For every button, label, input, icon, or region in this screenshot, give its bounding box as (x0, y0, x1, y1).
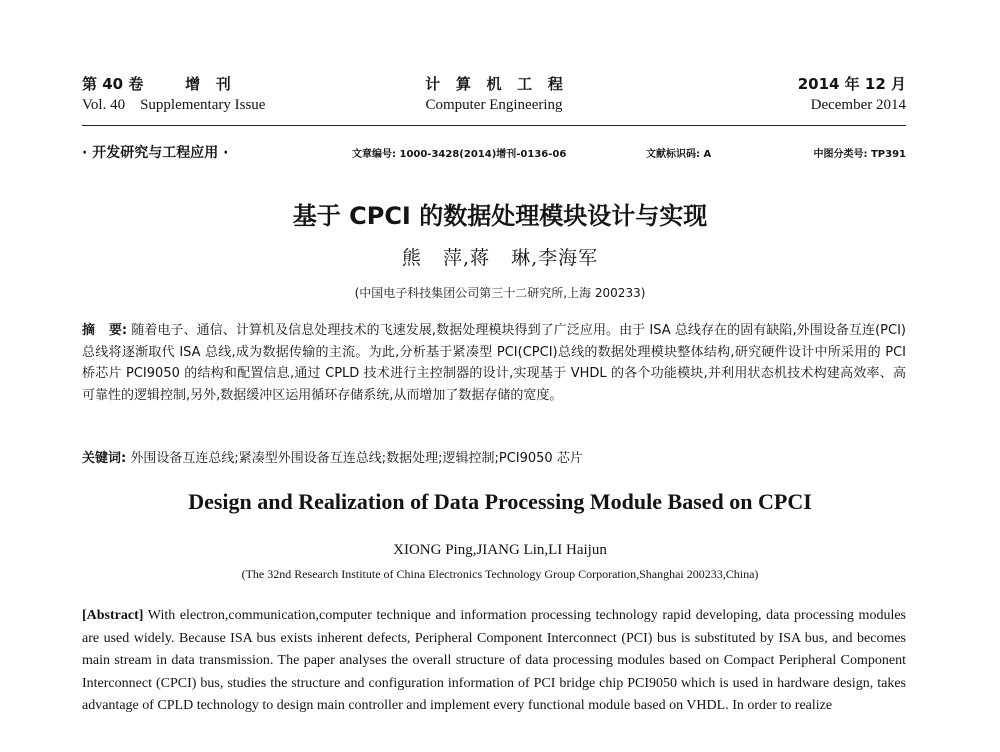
affiliation-chinese: (中国电子科技集团公司第三十二研究所,上海 200233) (354, 286, 646, 300)
header-volume-cn: 第 40 卷 增 刊 (82, 75, 231, 93)
title-chinese: 基于 CPCI 的数据处理模块设计与实现 (292, 202, 708, 230)
classification-number: 中图分类号: TP391 (813, 149, 906, 160)
header-rule (82, 125, 906, 126)
header-volume-en: Vol. 40 Supplementary Issue (82, 97, 266, 113)
header-date-en: December 2014 (810, 97, 906, 113)
keywords-cn-label: 关键词: (82, 451, 127, 466)
header-journal-en: Computer Engineering (425, 97, 563, 113)
article-meta (82, 142, 906, 162)
abstract-chinese (82, 320, 906, 406)
header-date (798, 74, 906, 116)
abstract-cn-text: 随着电子、通信、计算机及信息处理技术的飞速发展,数据处理模块得到了广泛应用。由于 ISA 总线存在的固有缺陷,外围设备互连(PCI)总线将逐渐取代 ISA 总线,成为数据传输的主流。为此,分析基于紧凑型 PCI(CPCI)总线的数据处理模块整体结构,研究硬件设计中所采用的 PCI 桥芯片 PCI9050 的结构和配置信息,通过 CPLD 技术进行主控制器的设计,实现基于 VHDL 的各个功能模块,并利用状态机技术构建高效率、高可靠性的逻辑控制,另外,数据缓冲区运用循环存储系统,从而增加了数据存储的宽度。 (82, 323, 906, 403)
authors-english: XIONG Ping,JIANG Lin,LI Haijun (393, 542, 607, 558)
affiliation-english: (The 32nd Research Institute of China Electronics Technology Group Corporation,Shanghai 200233,China) (241, 567, 759, 581)
keywords-cn-text: 外围设备互连总线;紧凑型外围设备互连总线;数据处理;逻辑控制;PCI9050 芯片 (130, 451, 583, 466)
header-journal-cn: 计 算 机 工 程 (425, 75, 563, 93)
header-date-cn: 2014 年 12 月 (797, 75, 906, 93)
authors-chinese: 熊 萍,蒋 琳,李海军 (401, 247, 599, 269)
abstract-cn-label: 摘 要: (82, 323, 128, 338)
article-id: 文章编号: 1000-3428(2014)增刊-0136-06 (352, 149, 567, 160)
abstract-en-label: [Abstract] (82, 608, 144, 623)
column-tag: · 开发研究与工程应用 · (82, 145, 229, 161)
abstract-english (82, 605, 906, 718)
title-english: Design and Realization of Data Processing Module Based on CPCI (188, 489, 812, 514)
document-code: 文献标识码: A (646, 149, 712, 160)
keywords-chinese (82, 448, 906, 469)
header-journal (82, 74, 906, 116)
abstract-en-text: With electron,communication,computer technique and information processing technology rapid developing, data processing modules are used widely. Because ISA bus exists inherent defects, Peripheral Component Interconnect (PCI) bus is substituted by ISA bus, and becomes main stream in data transmission. The paper analyses the overall structure of data processing modules based on Compact Peripheral Component Interconnect (CPCI) bus, studies the structure and configuration information of PCI bridge chip PCI9050 which is used in hardware design, takes advantage of CPLD technology to design main controller and implement every functional module based on VHDL. In order to realize (82, 608, 906, 714)
journal-header (82, 74, 906, 126)
